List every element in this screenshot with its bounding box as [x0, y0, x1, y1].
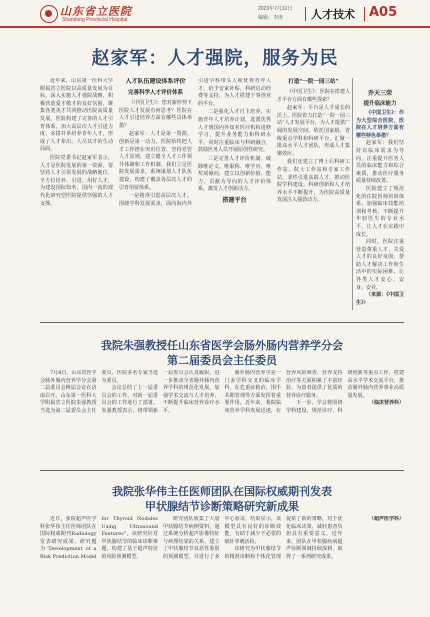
section-name: 人才技术 — [311, 8, 355, 21]
section-subhead: 完善科学人才评价体系 — [127, 90, 183, 96]
headline-line: 我院张华伟主任医师团队在国际权威期刊发表 — [112, 485, 332, 498]
paragraph: 研究团队收集了大量甲状腺结节病例资料，通过系统分析超声影像特征与病理结果的关系，建立了甲状腺结节良恶性鉴别的预测模型，并进行了多中心验证。结果显示，该模型具有良好的诊断效能，有助于减少不必要的细针穿刺活检。 — [163, 516, 281, 560]
article-headline: 赵家军：人才强院，服务为民 — [91, 48, 339, 69]
paragraph: 同时，医院注重营造尊重人才、关爱人才的良好氛围，帮助人才解决工作和生活中的实际困难，让各类人才安心、安身、安业。 — [356, 239, 404, 291]
article-body — [40, 370, 404, 460]
paragraph: 会议总结了上一届委员会的工作，对新一届委员会的工作进行了部署。朱强教授表示，将带领新一届委员会认真履职，进一步推动全省肠外肠内营养学科的规范化发展，加强学术交流与人才培养，不断提升临床营养诊疗水平。 — [101, 370, 220, 414]
article-byline: （临床营养科） — [368, 400, 404, 407]
page-header — [0, 0, 430, 28]
paragraph: 7月8日，山东省医学会肠外肠内营养学分会第二届委员会换届会议在济南召开。山东第一医科大学附属省立医院朱强教授当选为第二届委员会主任委员，医院多名专家当选为委员。 — [40, 370, 158, 414]
article-byline: （来源：《中国卫生》） — [356, 292, 404, 306]
section-divider — [40, 470, 404, 471]
paragraph: 医院建立了规范化的住院医师培训体系，加强临床技能培训和考核，不断提升年轻医生的专业水平，让人才在实践中成长。 — [356, 185, 404, 238]
paragraph: 下一步，学会将围绕学科建设、规范诊疗、科研创新等重点工作，搭建高水平学术交流平台，推动肠外肠内营养事业高质量发展。 — [286, 370, 404, 414]
paragraph: 三是完善人才评价机制。破除唯论文、唯职称、唯学历、唯奖项倾向，建立以创新价值、能力、贡献为导向的人才评价体系，激发人才创新活力。 — [198, 155, 271, 193]
paragraph: 赵家军：我们坚持以临床需求为导向，注重提升医务人员的临床能力和综合素质，推动医疗服务质量持续改善。 — [356, 140, 404, 185]
sidebar-lead: 《中国卫生》：作为大型综合医院，医院在人才培养方面有哪些特色举措？ — [356, 110, 404, 139]
headline-line: 第二届委员会主任委员 — [167, 354, 277, 367]
newspaper-subtitle: Shandong Provincial Hospital — [62, 17, 128, 23]
section-divider — [40, 322, 404, 323]
section-subhead: 搭建平台 — [222, 196, 247, 204]
article-byline: （超声医学科） — [368, 516, 404, 522]
article-body — [40, 78, 350, 310]
hospital-logo-icon — [40, 5, 58, 23]
paragraph: 我们还建立了博士后科研工作站、院士工作站和专家工作站，柔性引进高端人才，推动医院学科建设、科研创新和人才培养水平不断提升，为医院高质量发展注入强劲动力。 — [277, 159, 350, 204]
paragraph: 肠外肠内营养学是一门多学科交叉的临床学科，在危重症救治、围手术期管理等方面发挥着重要作用。近年来，我院临床营养学科发展迅速，在营养风险筛查、营养支持治疗等方面积累了丰富经验，为患者提供了优质的营养诊疗服务。 — [224, 370, 343, 414]
sidebar-subheading: 提升临床能力 — [363, 101, 397, 107]
issue-date: 2023年7月31日 — [258, 6, 293, 12]
sidebar-heading: 乔天三荣 — [367, 90, 392, 97]
paragraph: 赵家军：平台是人才成长的沃土。医院着力打造“一院一园三站”人才发展平台，为人才提供广阔的发展空间。依托国家级、省级重点学科和科研平台，汇聚一批高水平人才团队，形成人才集聚效应。 — [277, 105, 350, 157]
paragraph: 医院党委书记赵家军表示，人才是医院发展的第一资源，要坚持人才引领发展的战略地位，全方位培养、引进、用好人才，为建设国际知名、国内一流的现代化研究型医院提供坚强的人才支撑。 — [40, 154, 113, 207]
paragraph: 《中国卫生》：医院在搭建人才平台方面有哪些探索？ — [277, 89, 350, 103]
header-divider — [305, 7, 306, 21]
article-headline — [40, 484, 404, 514]
paragraph: 赵家军：人才是第一资源，创新是第一动力。医院始终把人才工作摆在突出位置，坚持党管人才原则，建立健全人才工作领导体制和工作机制。我们立足医院发展需求，系统谋划人才队伍建设，构建了覆盖各层次人才的引育用留体系。 — [119, 131, 192, 191]
article-headline — [40, 338, 404, 368]
article-body — [40, 516, 404, 606]
page-number: A05 — [369, 5, 398, 20]
paragraph: 二是强化人才自主培养。实施青年人才培养计划，选派优秀人才到国内外知名医疗机构进修学习，提升业务能力和科研水平。同时注重临床与科研融合，鼓励医务人员开展原创性研究。 — [198, 109, 271, 154]
paragraph: 该研究为甲状腺结节的精准诊断和个体化管理提供了新的策略，对于优化临床决策、减轻患者负担具有重要意义。近年来，团队在甲状腺疾病超声诊断领域持续深耕，取得了一系列研究成果。 — [224, 516, 343, 560]
newspaper-title: 山东省立医院 — [60, 5, 132, 18]
paragraph: 一是精准引进高层次人才。围绕学科发展需求，面向海内外引进学科带头人和优秀青年人才，给予安家补贴、科研启动经费等支持，为人才搭建干事创业的平台。 — [119, 78, 271, 207]
paragraph: 《中国卫生》：您对新形势下医院人才发展有何思考？医院在人才引进培养方面有哪些具体举措？ — [119, 100, 192, 129]
headline-line: 甲状腺结节诊断策略研究新成果 — [145, 500, 299, 513]
paragraph: 近年来，山东第一医科大学附属省立医院以高质量发展为目标，深入实施人才强院战略，积极营造爱才敬才的良好氛围，聚集各类英才共同推动医院高质量发展。医院构建了完善的人才引育体系，加大高层次人才引进力度，多措并举培养青年人才，形成了人才辈出、人尽其才的生动局面。 — [40, 78, 113, 153]
editor-line: 编辑：李涛 — [258, 15, 284, 21]
article-sidebar — [352, 78, 404, 310]
section-subhead: 打造“一院一园三站” — [288, 79, 339, 85]
headline-line: 我院朱强教授任山东省医学会肠外肠内营养学分会 — [101, 339, 343, 352]
header-divider — [364, 7, 365, 21]
section-subhead: 人才队伍建设体系评价 — [125, 78, 186, 85]
paragraph: 近日，我院超声医学科张华伟主任医师团队在国际权威期刊Radiology发表研究成果，研究题为“Development of a Risk Prediction Model for Thyroid Nodules Using Ultrasound Features”。该研究针对甲状腺结节的临床诊断难题，构建了基于超声特征的风险预测模型。 — [40, 516, 158, 560]
